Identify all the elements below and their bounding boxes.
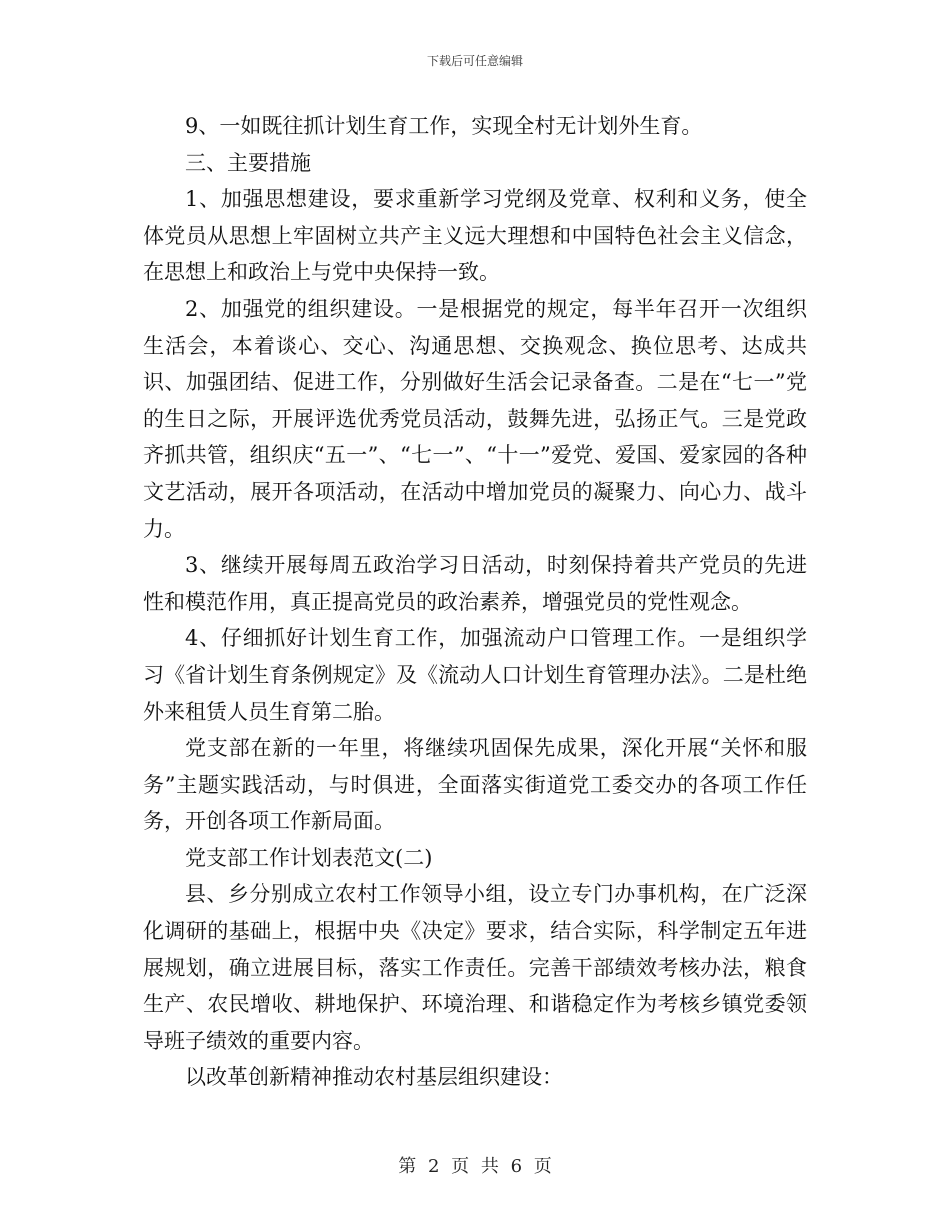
- paragraph-conclusion: 党支部在新的一年里，将继续巩固保先成果，深化开展“关怀和服务”主题实践活动，与时俱进，全面落实街道党工委交办的各项工作任务，开创各项工作新局面。: [143, 736, 807, 834]
- paragraph-plan-item-9: 9、一如既往抓计划生育工作，实现全村无计划外生育。: [185, 114, 703, 138]
- page-header-note: 下载后可任意编辑: [426, 54, 523, 68]
- paragraph-county-leadership: 县、乡分别成立农村工作领导小组，设立专门办事机构，在广泛深化调研的基础上，根据中央《决定》要求，结合实际，科学制定五年进展规划，确立进展目标，落实工作责任。完善干部绩效考核办法，粮食生产、农民增收、耕地保护、环境治理、和谐稳定作为考核乡镇党委领导班子绩效的重要内容。: [143, 882, 807, 1053]
- document-body: [143, 108, 807, 1096]
- paragraph-reform-intro: 以改革创新精神推动农村基层组织建设：: [185, 1065, 563, 1090]
- section-title-sample-two: 党支部工作计划表范文(二): [185, 845, 433, 870]
- page-number: 第 2 页 共 6 页: [398, 1156, 552, 1177]
- paragraph-measure-4: 4、仔细抓好计划生育工作，加强流动户口管理工作。一是组织学习《省计划生育条例规定》及《流动人口计划生育管理办法》。二是杜绝外来租赁人员生育第二胎。: [143, 626, 807, 724]
- paragraph-measure-2: 2、加强党的组织建设。一是根据党的规定，每半年召开一次组织生活会，本着谈心、交心、沟通思想、交换观念、换位思考、达成共识、加强团结、促进工作，分别做好生活会记录备查。二是在“七一”党的生日之际，开展评选优秀党员活动，鼓舞先进，弘扬正气。三是党政齐抓共管，组织庆“五一”、“七一”、“十一”爱党、爱国、爱家园的各种文艺活动，展开各项活动，在活动中增加党员的凝聚力、向心力、战斗力。: [143, 296, 807, 541]
- paragraph-measure-1: 1、加强思想建设，要求重新学习党纲及党章、权利和义务，使全体党员从思想上牢固树立共产主义远大理想和中国特色社会主义信念，在思想上和政治上与党中央保持一致。: [143, 187, 807, 285]
- paragraph-measure-3: 3、继续开展每周五政治学习日活动，时刻保持着共产党员的先进性和模范作用，真正提高党员的政治素养，增强党员的党性观念。: [143, 553, 807, 614]
- section-heading-measures: 三、主要措施: [185, 150, 311, 175]
